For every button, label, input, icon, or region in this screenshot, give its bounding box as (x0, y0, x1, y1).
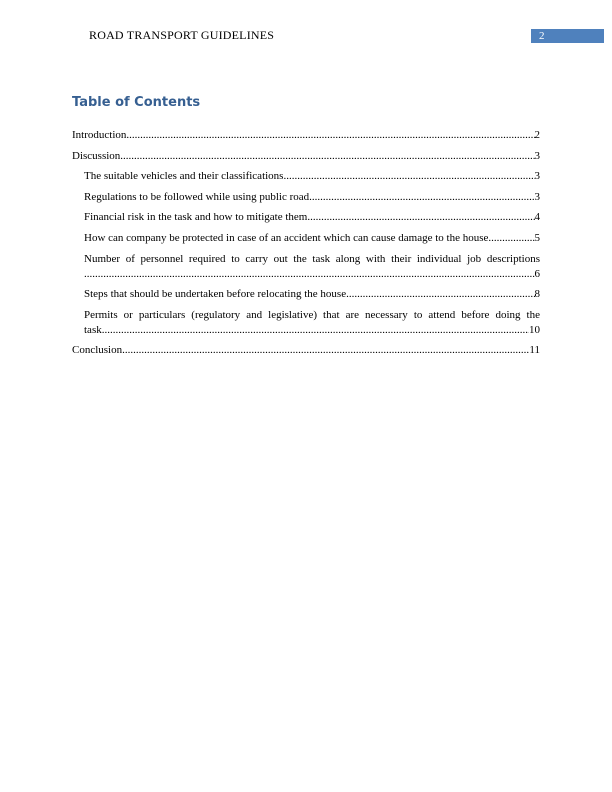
toc-entry-relocation-steps[interactable] (84, 287, 540, 302)
toc-entry-text: How can company be protected in case of an accident which can cause damage to the house. (84, 231, 492, 244)
toc-entry-text: Steps that should be undertaken before relocating the house (84, 288, 347, 301)
toc-entry-text: The suitable vehicles and their classifications (84, 170, 284, 183)
page-number-badge: 2 (531, 29, 604, 43)
toc-entry-page: 2 (534, 129, 540, 141)
dot-leader (309, 190, 534, 205)
toc-entry-page: 11 (529, 344, 540, 357)
toc-entry-text: Introduction (72, 129, 127, 141)
toc-entry-text: Conclusion (72, 344, 123, 357)
dot-leader (307, 210, 534, 225)
toc-entry-personnel[interactable] (84, 252, 540, 282)
toc-entry-page: 5 (534, 231, 540, 244)
toc-entry-discussion[interactable] (72, 149, 540, 164)
toc-entry-regulations[interactable] (84, 190, 540, 205)
toc-entry-text-line2: task (84, 323, 102, 336)
toc-entry-conclusion[interactable] (72, 343, 540, 358)
dot-leader (491, 231, 534, 246)
toc-entry-suitable-vehicles[interactable] (84, 169, 540, 184)
toc-entry-page: 4 (534, 211, 540, 224)
toc-entry-page: 3 (534, 190, 540, 203)
dot-leader (126, 128, 534, 143)
toc-entry-company-protection[interactable] (84, 231, 540, 246)
dot-leader (84, 267, 535, 282)
toc-entry-text: Regulations to be followed while using public road (84, 190, 310, 203)
toc-entry-page: 6 (534, 267, 540, 280)
dot-leader (346, 287, 534, 302)
toc-entry-text: Number of personnel required to carry out the task along with their individual job descriptions (84, 252, 540, 265)
toc-entry-text: Financial risk in the task and how to mitigate them (84, 211, 308, 224)
toc-entry-text: Discussion (72, 149, 121, 162)
dot-leader (120, 149, 534, 164)
toc-entry-introduction[interactable] (72, 128, 540, 143)
dot-leader (102, 323, 529, 338)
toc-entry-page: 8 (534, 288, 540, 301)
running-header-title: ROAD TRANSPORT GUIDELINES (89, 28, 275, 42)
dot-leader (122, 343, 529, 358)
toc-entry-permits[interactable] (84, 308, 540, 338)
dot-leader (283, 169, 534, 184)
toc-entry-financial-risk[interactable] (84, 210, 540, 225)
toc-entry-text-line1: Permits or particulars (regulatory and legislative) that are necessary to attend before doing the (84, 308, 540, 321)
toc-heading: Table of Contents (72, 95, 201, 110)
toc-entry-page: 3 (534, 170, 540, 183)
toc-entry-page: 10 (529, 323, 540, 336)
table-of-contents (72, 128, 540, 364)
toc-entry-page: 3 (534, 149, 540, 162)
